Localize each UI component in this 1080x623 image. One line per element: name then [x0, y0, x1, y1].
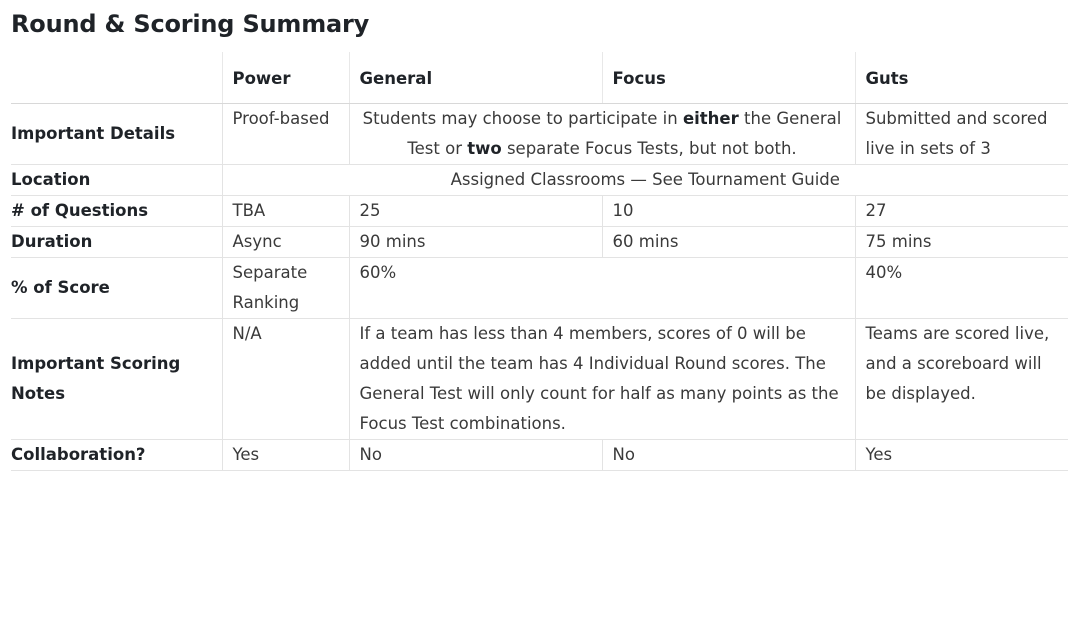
table-header-row — [11, 52, 1068, 104]
header-focus: Focus — [602, 52, 855, 104]
cell-general-focus: 60% — [349, 258, 855, 319]
table-row-location — [11, 165, 1068, 196]
cell-focus: No — [602, 440, 855, 471]
details-text-3: separate Focus Tests, but not both. — [501, 139, 797, 158]
table-row-questions — [11, 196, 1068, 227]
cell-power: Async — [222, 227, 349, 258]
header-general: General — [349, 52, 602, 104]
cell-general-focus — [349, 104, 855, 165]
row-label: Location — [11, 165, 222, 196]
cell-guts: Submitted and scored live in sets of 3 — [855, 104, 1068, 165]
cell-guts: 27 — [855, 196, 1068, 227]
cell-location-all: Assigned Classrooms — See Tournament Guide — [222, 165, 1068, 196]
cell-guts: Yes — [855, 440, 1068, 471]
details-text-1: Students may choose to participate in — [362, 109, 683, 128]
row-label: # of Questions — [11, 196, 222, 227]
table-row-collaboration — [11, 440, 1068, 471]
cell-general-focus: If a team has less than 4 members, scores of 0 will be added until the team has 4 Individual Round scores. The General Test will only count for half as many points as the Focus Test combinations. — [349, 319, 855, 440]
header-corner — [11, 52, 222, 104]
row-label: % of Score — [11, 258, 222, 319]
cell-power: N/A — [222, 319, 349, 440]
row-label: Collaboration? — [11, 440, 222, 471]
table-row-score — [11, 258, 1068, 319]
details-text-2: the General Test or — [407, 109, 842, 158]
header-guts: Guts — [855, 52, 1068, 104]
table-row-scoring-notes — [11, 319, 1068, 440]
cell-guts: 40% — [855, 258, 1068, 319]
page-title: Round & Scoring Summary — [11, 10, 370, 38]
details-bold-either: either — [682, 109, 739, 128]
details-bold-two: two — [467, 139, 502, 158]
header-power: Power — [222, 52, 349, 104]
cell-guts: 75 mins — [855, 227, 1068, 258]
table-row-duration — [11, 227, 1068, 258]
cell-general: No — [349, 440, 602, 471]
cell-guts: Teams are scored live, and a scoreboard will be displayed. — [855, 319, 1068, 440]
cell-focus: 10 — [602, 196, 855, 227]
cell-power: Separate Ranking — [222, 258, 349, 319]
cell-power: Yes — [222, 440, 349, 471]
cell-focus: 60 mins — [602, 227, 855, 258]
cell-general: 25 — [349, 196, 602, 227]
table-row-important-details — [11, 104, 1068, 165]
row-label: Duration — [11, 227, 222, 258]
cell-general: 90 mins — [349, 227, 602, 258]
round-scoring-table — [11, 52, 1068, 471]
cell-power: TBA — [222, 196, 349, 227]
cell-power: Proof-based — [222, 104, 349, 165]
row-label: Important Scoring Notes — [11, 319, 222, 440]
row-label: Important Details — [11, 104, 222, 165]
